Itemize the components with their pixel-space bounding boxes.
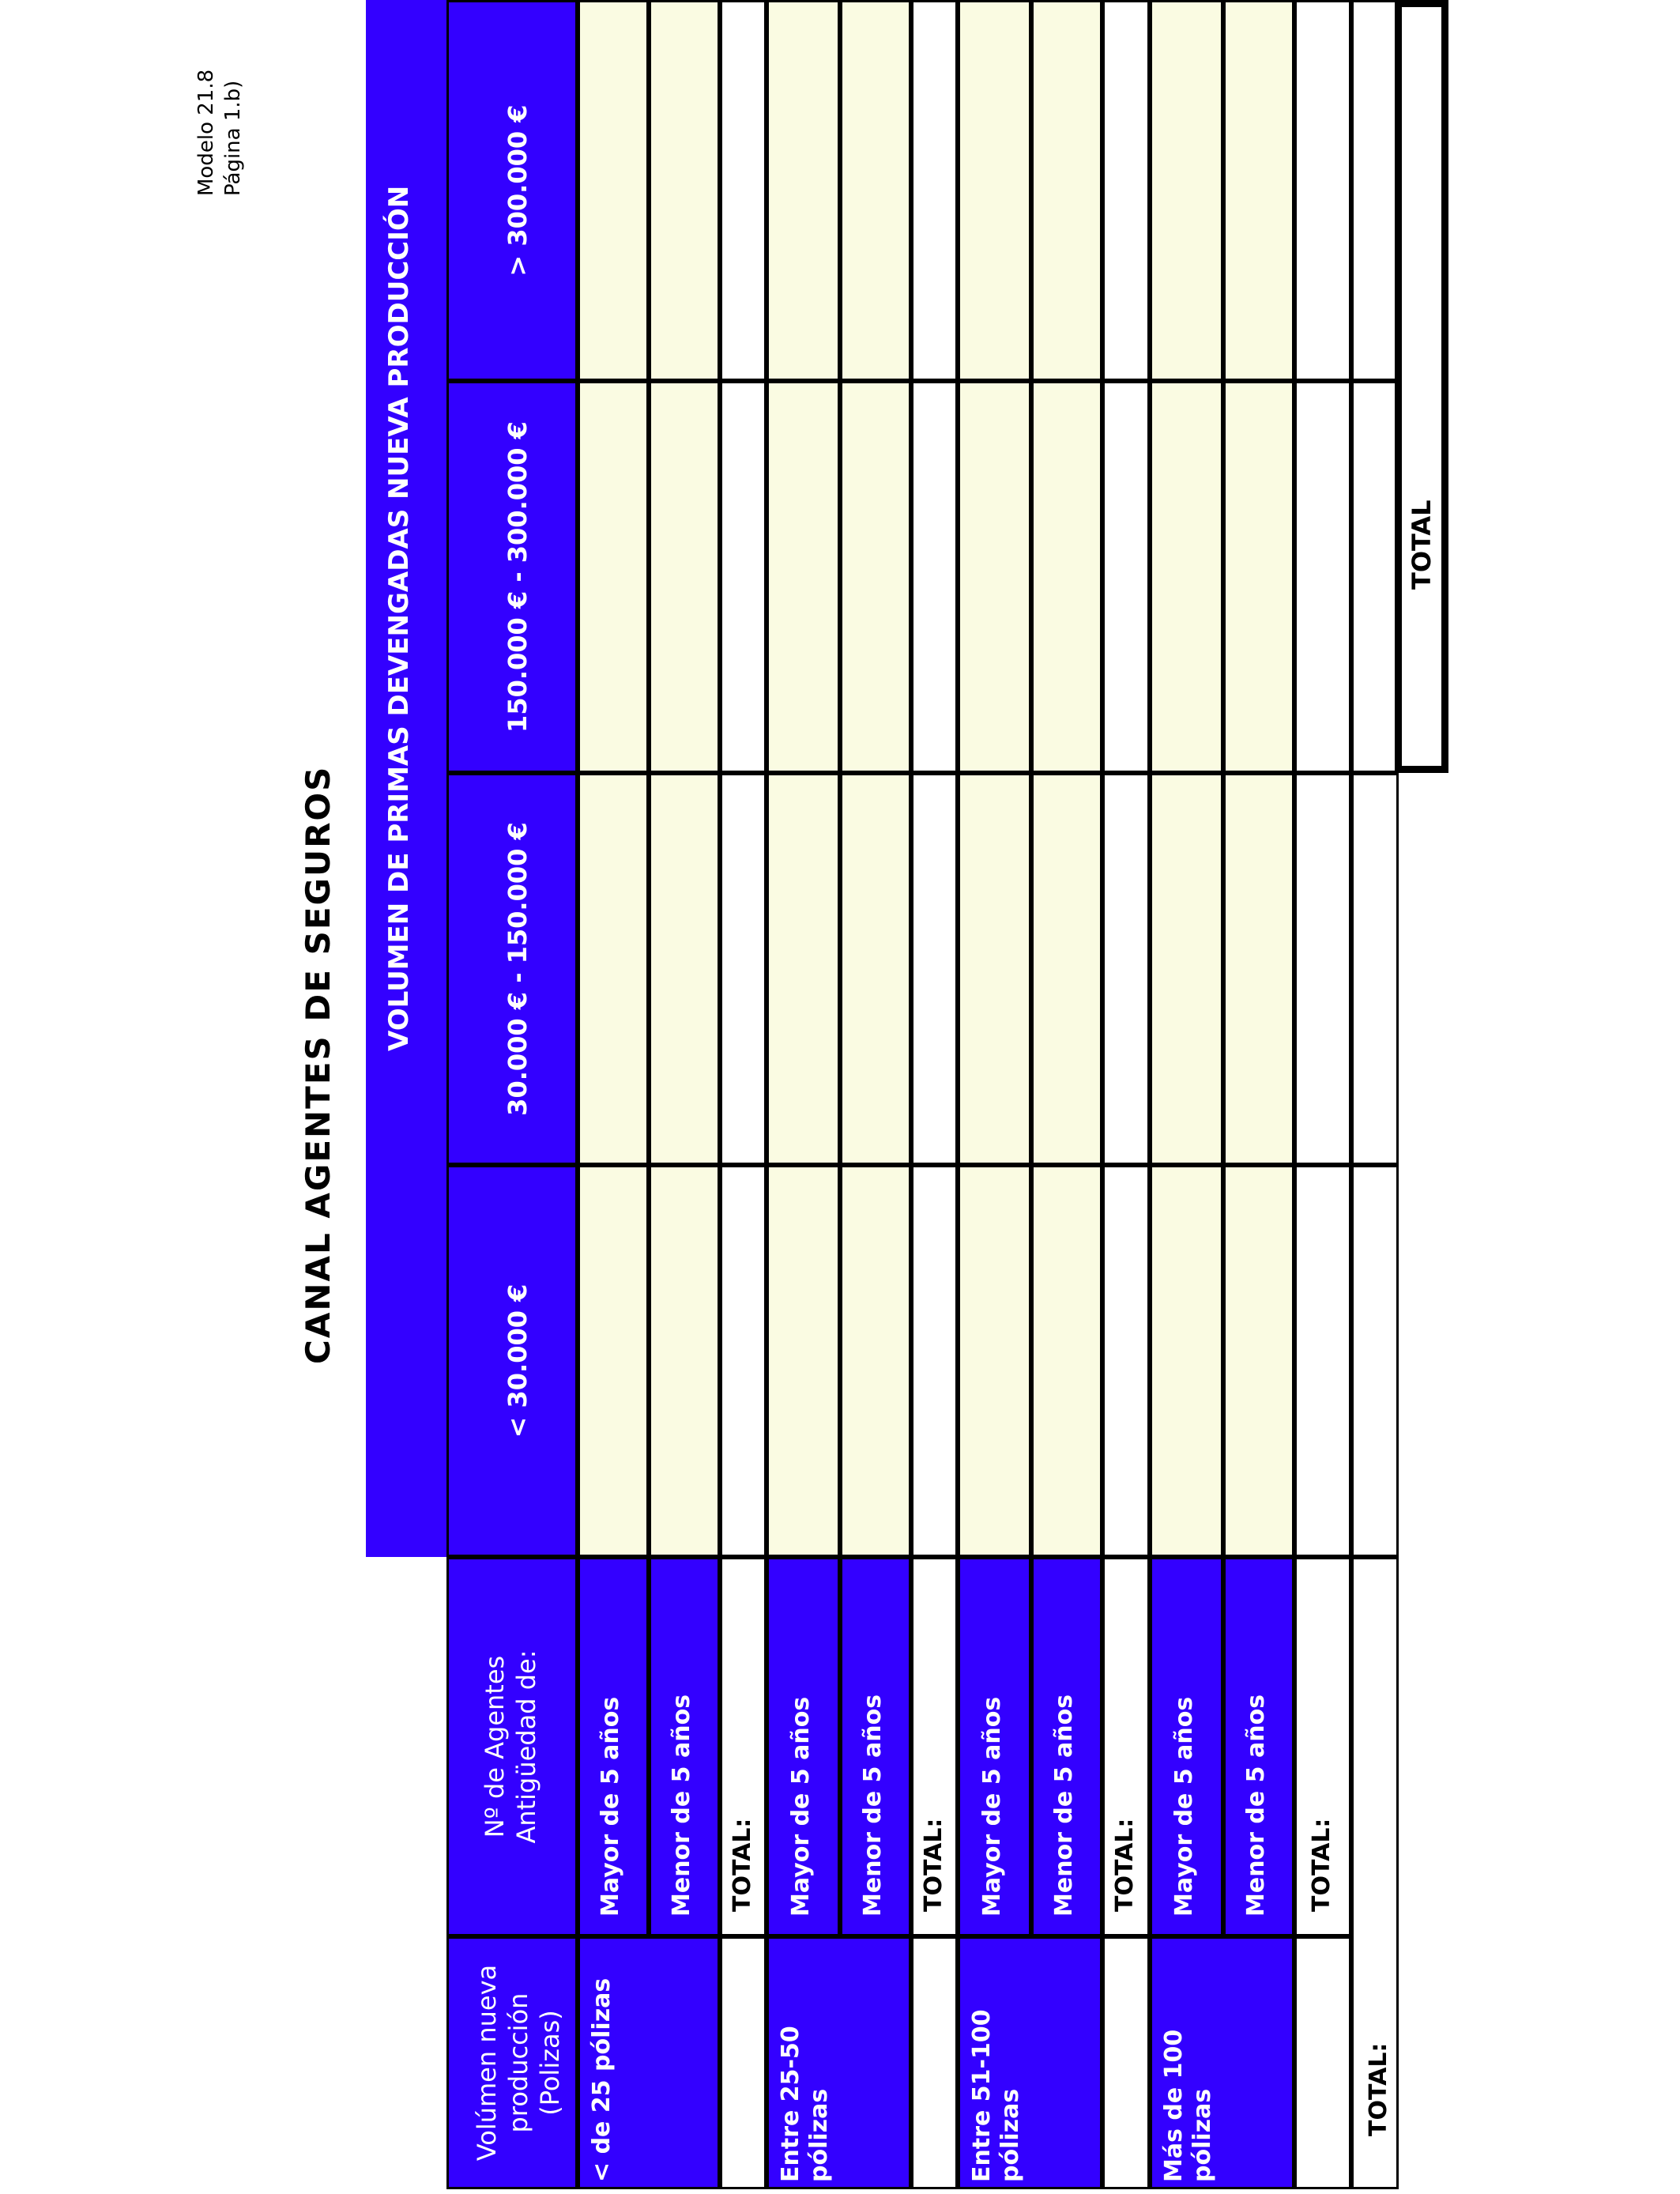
total-cell[interactable]	[1294, 773, 1351, 1165]
group-total-label: TOTAL:	[919, 1818, 947, 1912]
header-production-volume	[446, 1936, 578, 2189]
group-total-label: TOTAL:	[728, 1818, 756, 1912]
volume-header-label: VOLUMEN DE PRIMAS DEVENGADAS NUEVA PRODUCCIÓN	[383, 185, 415, 1051]
input-cell[interactable]	[958, 381, 1031, 773]
total-cell[interactable]	[720, 773, 767, 1165]
input-cell[interactable]	[767, 773, 840, 1165]
header-range-2	[446, 773, 578, 1165]
input-cell[interactable]	[958, 773, 1031, 1165]
total-cell[interactable]	[1294, 1165, 1351, 1557]
page-number: Página 1.b)	[221, 80, 245, 196]
input-cell[interactable]	[649, 773, 720, 1165]
header-range-3	[446, 381, 578, 773]
grand-total-box[interactable]	[1395, 0, 1448, 773]
total-cell[interactable]	[911, 1165, 958, 1557]
header-range-label: 30.000 € - 150.000 €	[503, 822, 533, 1116]
header-range-label: 150.000 € - 300.000 €	[503, 421, 533, 733]
group-total-label-cell	[911, 1557, 958, 1936]
seniority-label-cell	[1223, 1557, 1294, 1936]
group-total-label-cell	[1102, 1557, 1150, 1936]
total-cell[interactable]	[911, 0, 958, 381]
model-reference	[193, 70, 247, 196]
input-cell[interactable]	[958, 1165, 1031, 1557]
total-cell[interactable]	[720, 0, 767, 381]
group-label-cell	[1150, 1936, 1294, 2189]
total-cell[interactable]	[911, 773, 958, 1165]
header-range-label: < 30.000 €	[503, 1284, 533, 1438]
input-cell[interactable]	[1150, 381, 1223, 773]
input-cell[interactable]	[958, 0, 1031, 381]
grand-total-row-label: TOTAL:	[1365, 2042, 1392, 2136]
input-cell[interactable]	[1031, 0, 1102, 381]
total-cell[interactable]	[911, 381, 958, 773]
header-range-4	[446, 0, 578, 381]
header-text-line: producción	[503, 1992, 533, 2133]
input-cell[interactable]	[840, 381, 911, 773]
seniority-under-5-years: Menor de 5 años	[859, 1694, 887, 1917]
header-text-line: (Polizas)	[535, 2010, 565, 2116]
seniority-label-cell	[767, 1557, 840, 1936]
input-cell[interactable]	[840, 773, 911, 1165]
total-cell[interactable]	[1294, 0, 1351, 381]
page-title: CANAL AGENTES DE SEGUROS	[299, 765, 337, 1364]
model-number: Modelo 21.8	[194, 69, 218, 196]
header-agents-seniority	[446, 1557, 578, 1936]
volume-header	[366, 0, 446, 1557]
input-cell[interactable]	[1150, 1165, 1223, 1557]
group-name: Entre 25-50 pólizas	[777, 2026, 833, 2182]
input-cell[interactable]	[649, 0, 720, 381]
input-cell[interactable]	[840, 1165, 911, 1557]
input-cell[interactable]	[1031, 381, 1102, 773]
header-text-line: Volúmen nueva	[472, 1964, 502, 2162]
input-cell[interactable]	[1150, 773, 1223, 1165]
input-cell[interactable]	[649, 381, 720, 773]
seniority-under-5-years: Menor de 5 años	[1050, 1694, 1078, 1917]
seniority-over-5-years: Mayor de 5 años	[597, 1696, 624, 1917]
total-cell[interactable]	[1102, 1165, 1150, 1557]
total-row-spacer	[1294, 1936, 1351, 2189]
input-cell[interactable]	[767, 0, 840, 381]
input-cell[interactable]	[1031, 1165, 1102, 1557]
group-total-label-cell	[720, 1557, 767, 1936]
seniority-label-cell	[958, 1557, 1031, 1936]
total-cell[interactable]	[720, 1165, 767, 1557]
group-total-label: TOTAL:	[1308, 1818, 1335, 1912]
header-text-line: Nº de Agentes	[480, 1655, 510, 1838]
input-cell[interactable]	[767, 1165, 840, 1557]
seniority-label-cell	[578, 1557, 649, 1936]
input-cell[interactable]	[840, 0, 911, 381]
input-cell[interactable]	[1150, 0, 1223, 381]
seniority-over-5-years: Mayor de 5 años	[977, 1696, 1006, 1917]
group-name: Más de 100 pólizas	[1160, 2029, 1216, 2182]
grand-total-cell[interactable]	[1351, 381, 1399, 773]
seniority-label-cell	[840, 1557, 911, 1936]
input-cell[interactable]	[649, 1165, 720, 1557]
seniority-under-5-years: Menor de 5 años	[1242, 1694, 1270, 1917]
header-agents-seniority-label	[479, 1559, 542, 1934]
input-cell[interactable]	[1223, 773, 1294, 1165]
group-total-label-cell	[1294, 1557, 1351, 1936]
header-text-line: Antigüedad de:	[511, 1649, 541, 1844]
total-cell[interactable]	[1102, 773, 1150, 1165]
group-total-label: TOTAL:	[1111, 1818, 1139, 1912]
total-cell[interactable]	[1294, 381, 1351, 773]
group-label-cell	[578, 1936, 720, 2189]
grand-total-cell[interactable]	[1351, 773, 1399, 1165]
seniority-label-cell	[1150, 1557, 1223, 1936]
input-cell[interactable]	[578, 1165, 649, 1557]
total-cell[interactable]	[1102, 381, 1150, 773]
total-row-spacer	[720, 1936, 767, 2189]
header-range-label: > 300.000 €	[503, 104, 533, 277]
group-label-cell	[767, 1936, 911, 2189]
grand-total-cell[interactable]	[1351, 0, 1399, 381]
input-cell[interactable]	[767, 381, 840, 773]
grand-total-label: TOTAL	[1407, 499, 1437, 590]
grand-total-row-label-cell	[1351, 1557, 1399, 2189]
total-row-spacer	[1102, 1936, 1150, 2189]
total-row-spacer	[911, 1936, 958, 2189]
group-name: Entre 51-100 pólizas	[968, 2009, 1024, 2182]
input-cell[interactable]	[578, 773, 649, 1165]
input-cell[interactable]	[1031, 773, 1102, 1165]
seniority-label-cell	[649, 1557, 720, 1936]
seniority-under-5-years: Menor de 5 años	[668, 1694, 695, 1917]
header-production-volume-label	[471, 1939, 566, 2187]
header-range-1	[446, 1165, 578, 1557]
group-name: < de 25 pólizas	[588, 1977, 616, 2182]
seniority-over-5-years: Mayor de 5 años	[786, 1696, 815, 1917]
total-cell[interactable]	[720, 381, 767, 773]
input-cell[interactable]	[1223, 381, 1294, 773]
input-cell[interactable]	[578, 0, 649, 381]
grand-total-cell[interactable]	[1351, 1165, 1399, 1557]
input-cell[interactable]	[578, 381, 649, 773]
seniority-over-5-years: Mayor de 5 años	[1170, 1696, 1198, 1917]
total-cell[interactable]	[1102, 0, 1150, 381]
seniority-label-cell	[1031, 1557, 1102, 1936]
group-label-cell	[958, 1936, 1102, 2189]
input-cell[interactable]	[1223, 1165, 1294, 1557]
input-cell[interactable]	[1223, 0, 1294, 381]
